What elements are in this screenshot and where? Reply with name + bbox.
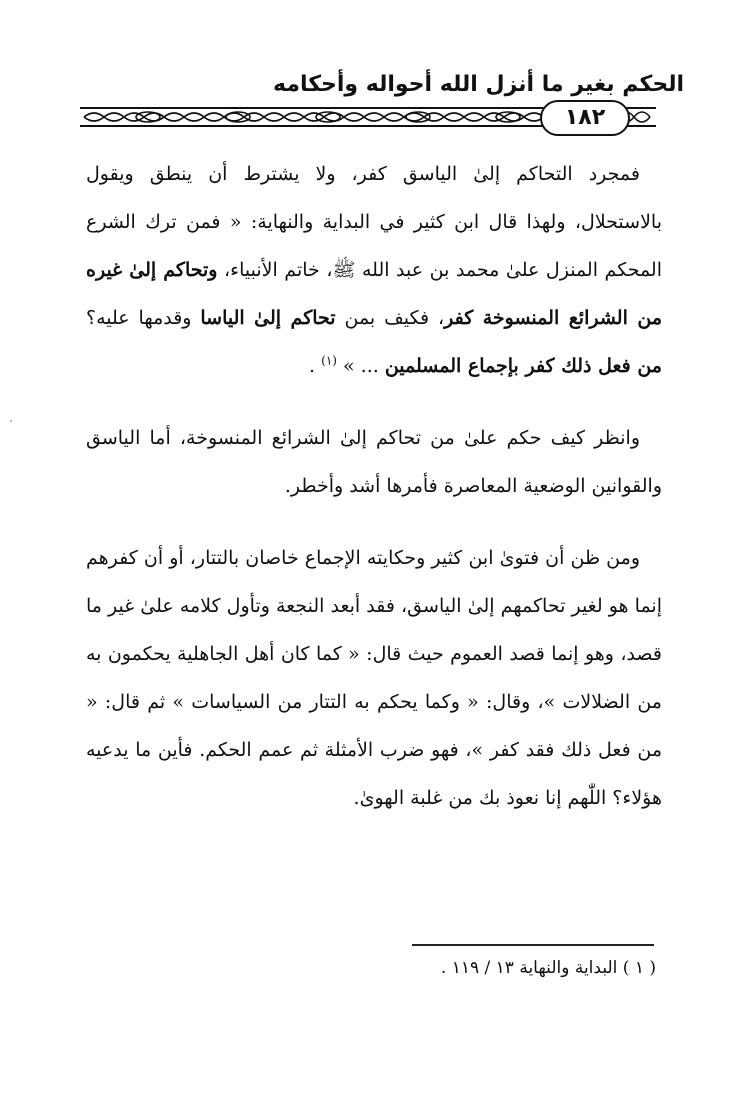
p1-text-2: ، فكيف بمن	[335, 307, 445, 329]
margin-speck	[10, 420, 12, 422]
p1-text-1: فمجرد التحاكم إلىٰ الياسق كفر، ولا يشترط أن ينطق ويقول بالاستحلال، ولهذا قال ابن كثير في البداية والنهاية: « فمن ترك الشرع المحكم المنزل علىٰ محمد بن عبد الله ﷺ، خاتم الأنبياء،	[86, 163, 663, 281]
paragraph-2: وانظر كيف حكم علىٰ من تحاكم إلىٰ الشرائع المنسوخة، أما الياسق والقوانين الوضعية المعاصرة فأمرها أشد وأخطر.	[86, 427, 662, 497]
p1-text-4: ... »	[336, 355, 385, 377]
body-text	[86, 150, 662, 846]
page-number: ١٨٢	[540, 100, 630, 136]
footnote-1: ( ١ ) البداية والنهاية ١٣ / ١١٩ .	[440, 958, 656, 978]
paragraph-3: ومن ظن أن فتوىٰ ابن كثير وحكايته الإجماع خاصان بالتتار، أو أن كفرهم إنما هو لغير تحاكمهم إلىٰ الياسق، فقد أبعد النجعة وتأول كلامه علىٰ غير ما قصد، وهو إنما قصد العموم حيث قال: « كما كان أهل الجاهلية يحكمون به من الضلالات »، وقال: « وكما يحكم به التتار من السياسات » ثم قال: « من فعل ذلك فقد كفر »، فهو ضرب الأمثلة ثم عمم الحكم. فأين ما يدعيه هؤلاء؟ اللّٰهم إنا نعوذ بك من غلبة الهوىٰ.	[86, 547, 662, 809]
paragraph-1	[86, 150, 662, 390]
p1-bold-3: من فعل ذلك كفر بإجماع المسلمين	[384, 355, 662, 377]
p1-bold-2: تحاكم إلىٰ الياسا	[200, 307, 336, 329]
p1-text-3: وقدمها عليه؟	[86, 307, 201, 329]
footnote-reference[interactable]: (١)	[321, 353, 337, 368]
p1-text-5: .	[309, 355, 322, 377]
p1-bold-1: وتحاكم إلىٰ غيره من الشرائع المنسوخة كفر	[86, 259, 662, 329]
footnote-separator	[412, 944, 654, 946]
running-header-title: الحكم بغير ما أنزل الله أحواله وأحكامه	[272, 72, 684, 97]
